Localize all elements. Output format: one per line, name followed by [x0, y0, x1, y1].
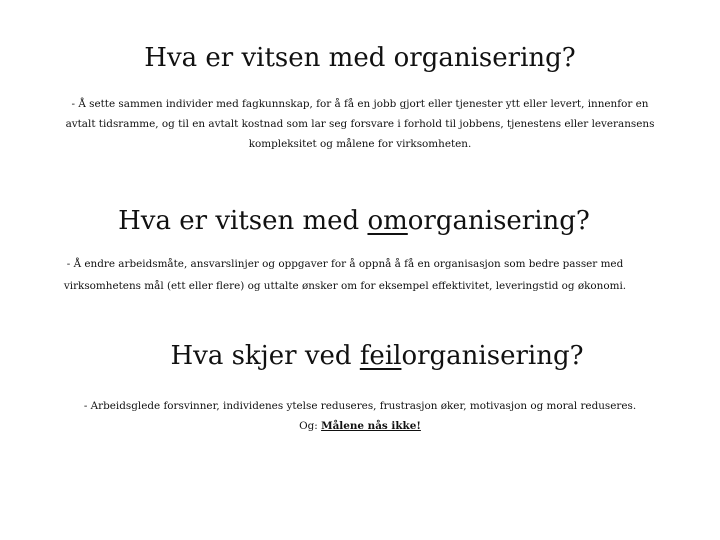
outro-prefix: Og:	[299, 420, 322, 432]
heading-underlined-prefix: om	[367, 206, 408, 236]
heading-part-before: Hva er vitsen med	[118, 206, 368, 236]
heading-feilorganisering	[17, 341, 720, 371]
heading-omorganisering	[0, 206, 714, 236]
heading-part-after: organisering?	[407, 206, 590, 236]
outro-emphasis: Målene nås ikke!	[321, 420, 421, 432]
heading-part-after: organisering?	[393, 43, 576, 73]
paragraph-feilorganisering: - Arbeidsglede forsvinner, individenes ytelse reduseres, frustrasjon øker, motivasjon og moral reduseres.	[83, 400, 637, 412]
heading-part-before: Hva er vitsen med	[144, 43, 394, 73]
heading-part-before: Hva skjer ved	[170, 341, 360, 371]
paragraph-organisering: - Å sette sammen individer med fagkunnskap, for å få en jobb gjort eller tjenester ytt eller levert, innenfor en avtalt tidsramme, og til en avtalt kostnad som lar seg forsvare i forhold til jobbens, tjenestens eller leveransens kompleksitet og målene for virksomheten.	[65, 98, 655, 150]
heading-part-after: organisering?	[401, 341, 584, 371]
paragraph-omorganisering: - Å endre arbeidsmåte, ansvarslinjer og oppgaver for å oppnå å få en organisasjon som bedre passer med virksomhetens mål (ett eller flere) og uttalte ønsker om for eksempel effektivitet, leveringstid og økonomi.	[63, 258, 627, 292]
heading-organisering	[0, 43, 720, 73]
outro-line	[0, 417, 720, 435]
heading-underlined-prefix: feil	[359, 341, 402, 371]
